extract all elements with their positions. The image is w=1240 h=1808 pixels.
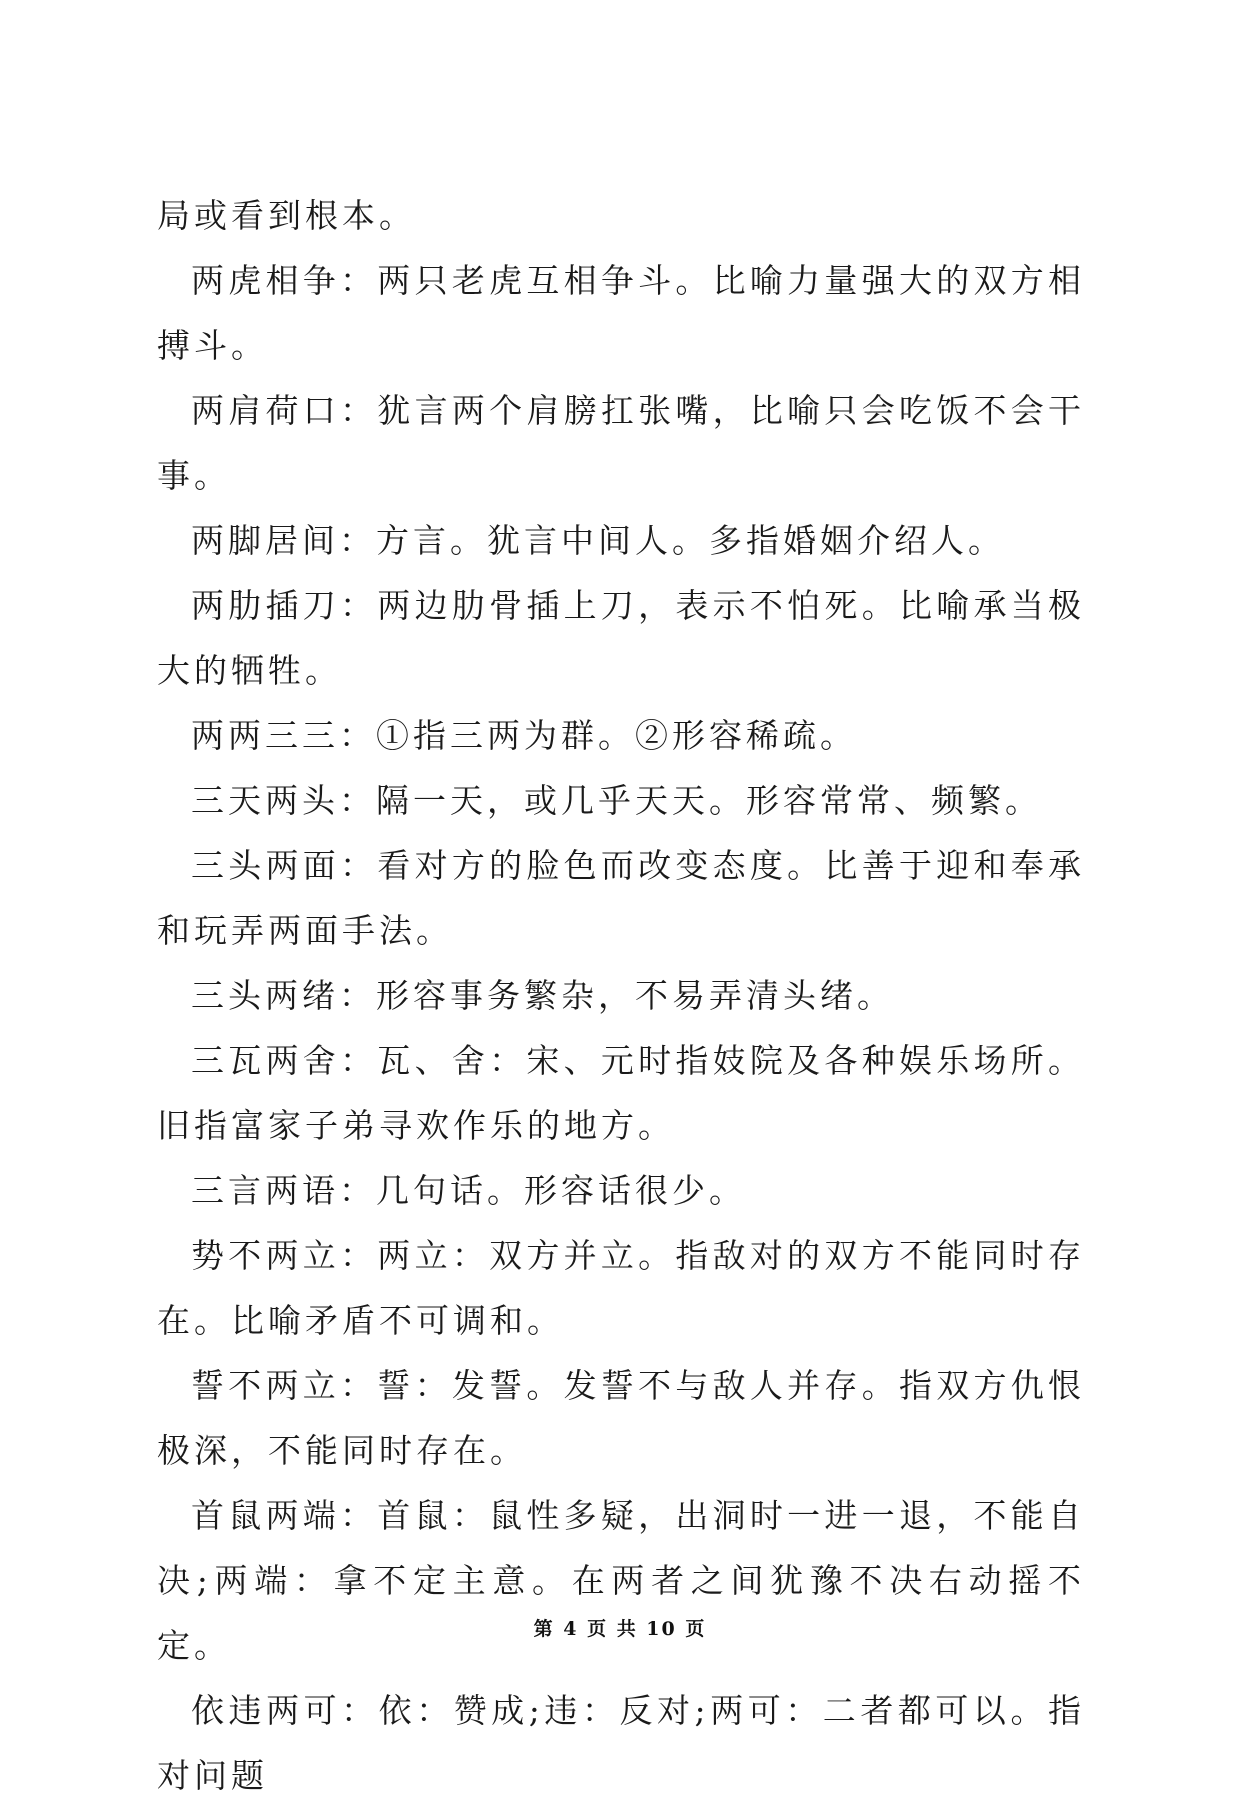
page-number-footer: 第 4 页 共 10 页 (533, 1618, 707, 1640)
paragraph: 两虎相争：两只老虎互相争斗。比喻力量强大的双方相搏斗。 (157, 261, 1085, 365)
paragraph: 首鼠两端：首鼠：鼠性多疑，出洞时一进一退，不能自决;两端：拿不定主意。在两者之间犹豫不决右动摇不定。 (157, 1496, 1085, 1665)
paragraph: 依违两可：依：赞成;违：反对;两可：二者都可以。指对问题 (157, 1691, 1085, 1795)
paragraph: 两肋插刀：两边肋骨插上刀，表示不怕死。比喻承当极大的牺牲。 (157, 586, 1085, 690)
paragraph: 三头两绪：形容事务繁杂，不易弄清头绪。 (191, 976, 894, 1015)
paragraph: 局或看到根本。 (157, 196, 416, 235)
paragraph: 两两三三：①指三两为群。②形容稀疏。 (191, 716, 857, 755)
document-body (157, 183, 1085, 1808)
paragraph: 两脚居间：方言。犹言中间人。多指婚姻介绍人。 (191, 521, 1005, 560)
paragraph: 誓不两立：誓：发誓。发誓不与敌人并存。指双方仇恨极深，不能同时存在。 (157, 1366, 1085, 1470)
paragraph: 三言两语：几句话。形容话很少。 (191, 1171, 746, 1210)
paragraph: 三天两头：隔一天，或几乎天天。形容常常、频繁。 (191, 781, 1042, 820)
paragraph: 三瓦两舍：瓦、舍：宋、元时指妓院及各种娱乐场所。旧指富家子弟寻欢作乐的地方。 (157, 1041, 1085, 1145)
paragraph: 三头两面：看对方的脸色而改变态度。比善于迎和奉承和玩弄两面手法。 (157, 846, 1085, 950)
paragraph: 势不两立：两立：双方并立。指敌对的双方不能同时存在。比喻矛盾不可调和。 (157, 1236, 1085, 1340)
paragraph: 两肩荷口：犹言两个肩膀扛张嘴，比喻只会吃饭不会干事。 (157, 391, 1085, 495)
